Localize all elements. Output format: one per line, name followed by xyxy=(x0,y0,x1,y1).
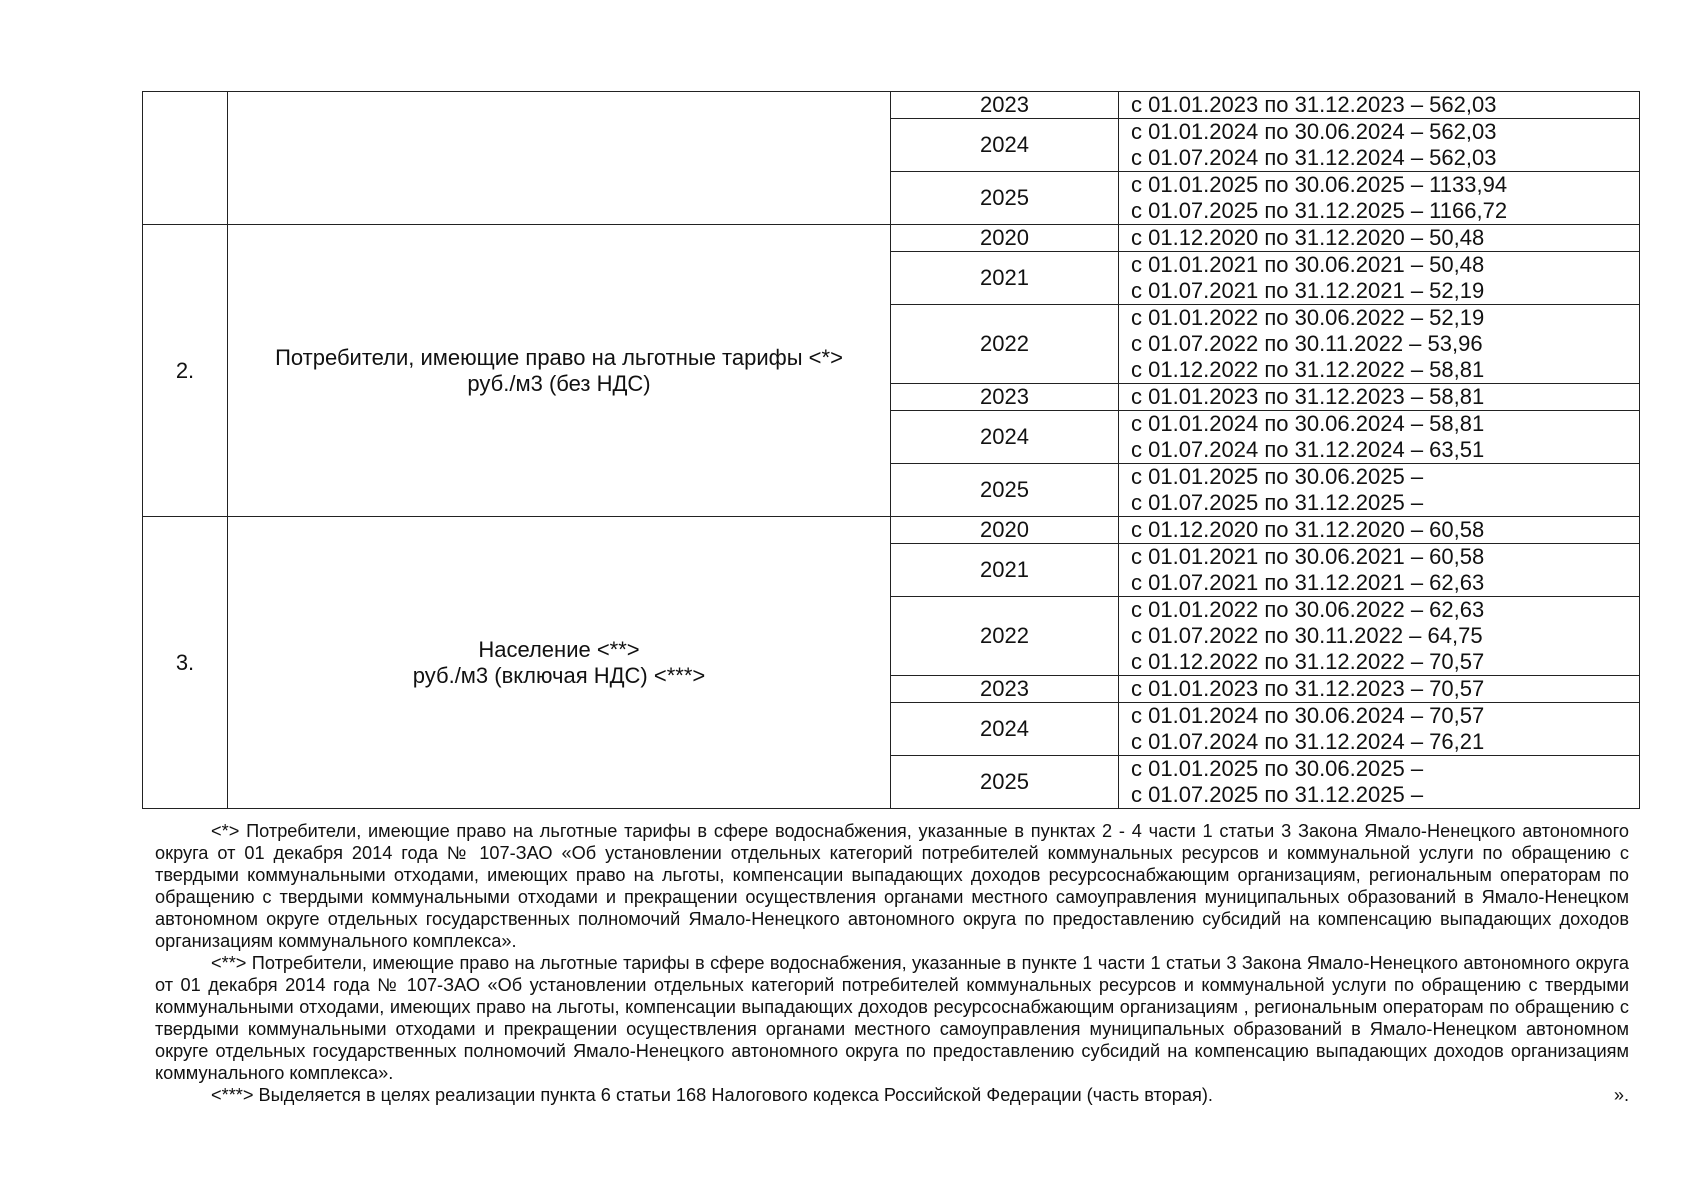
table-row xyxy=(143,225,1640,252)
tariff-period-line: с 01.01.2024 по 30.06.2024 – 70,57 xyxy=(1131,703,1485,728)
tariff-period-line: с 01.07.2021 по 31.12.2021 – 62,63 xyxy=(1131,570,1485,595)
row-number xyxy=(143,92,228,225)
tariff-period-line: с 01.01.2021 по 30.06.2021 – 60,58 xyxy=(1131,544,1485,569)
tariff-period-line: с 01.07.2025 по 31.12.2025 – xyxy=(1131,782,1424,807)
consumer-category xyxy=(228,517,891,809)
consumer-category xyxy=(228,92,891,225)
year-cell: 2020 xyxy=(891,225,1119,252)
tariff-periods-cell xyxy=(1119,676,1640,703)
footnotes xyxy=(155,820,1629,1106)
year-cell: 2020 xyxy=(891,517,1119,544)
tariff-periods-cell xyxy=(1119,252,1640,305)
tariff-periods-cell xyxy=(1119,756,1640,809)
tariff-periods-cell xyxy=(1119,92,1640,119)
tariff-period-line: с 01.12.2020 по 31.12.2020 – 50,48 xyxy=(1131,225,1485,250)
row-number: 3. xyxy=(143,517,228,809)
category-line: Потребители, имеющие право на льготные тарифы <*> xyxy=(275,344,843,370)
tariff-period-line: с 01.07.2022 по 30.11.2022 – 53,96 xyxy=(1131,331,1483,356)
tariff-period-line: с 01.07.2022 по 30.11.2022 – 64,75 xyxy=(1131,623,1483,648)
tariff-period-line: с 01.01.2025 по 30.06.2025 – xyxy=(1131,464,1424,489)
tariff-period-line: с 01.12.2022 по 31.12.2022 – 70,57 xyxy=(1131,649,1485,674)
category-line: руб./м3 (включая НДС) <***> xyxy=(412,662,706,688)
year-cell: 2025 xyxy=(891,172,1119,225)
tariff-period-line: с 01.01.2022 по 30.06.2022 – 62,63 xyxy=(1131,597,1485,622)
footnote-triple-star: <***> Выделяется в целях реализации пункта 6 статьи 168 Налогового кодекса Российской Федерации (часть вторая). xyxy=(211,1085,1213,1105)
year-cell: 2021 xyxy=(891,252,1119,305)
table-row xyxy=(143,92,1640,119)
tariff-periods-cell xyxy=(1119,597,1640,676)
tariff-period-line: с 01.07.2025 по 31.12.2025 – 1166,72 xyxy=(1131,198,1508,223)
tariff-periods-cell xyxy=(1119,172,1640,225)
year-cell: 2023 xyxy=(891,384,1119,411)
closing-quote: ». xyxy=(1613,1085,1629,1105)
tariff-period-line: с 01.12.2020 по 31.12.2020 – 60,58 xyxy=(1131,517,1485,542)
tariff-period-line: с 01.07.2024 по 31.12.2024 – 76,21 xyxy=(1131,729,1485,754)
tariff-periods-cell xyxy=(1119,225,1640,252)
tariff-period-line: с 01.01.2021 по 30.06.2021 – 50,48 xyxy=(1131,252,1485,277)
tariff-period-line: с 01.07.2024 по 31.12.2024 – 562,03 xyxy=(1131,145,1497,170)
consumer-category xyxy=(228,225,891,517)
tariff-periods-cell xyxy=(1119,464,1640,517)
row-number: 2. xyxy=(143,225,228,517)
tariff-periods-cell xyxy=(1119,384,1640,411)
year-cell: 2022 xyxy=(891,597,1119,676)
category-line: Население <**> xyxy=(478,636,640,662)
tariff-period-line: с 01.01.2023 по 31.12.2023 – 58,81 xyxy=(1131,384,1485,409)
footnote-single-star: <*> Потребители, имеющие право на льготные тарифы в сфере водоснабжения, указанные в пунктах 2 - 4 части 1 статьи 3 Закона Ямало-Ненецкого автономного округа от 01 декабря 2014 года № 107-ЗАО «Об установлении отдельных категорий потребителей коммунальных ресурсов и коммунальной услуги по обращению с твердыми коммунальными отходами, имеющих право на льготы, компенсации выпадающих доходов ресурсоснабжающим организациям, региональным операторам по обращению с твердыми коммунальными отходами и прекращении осуществления органами местного самоуправления муниципальных образований в Ямало-Ненецком автономном округе отдельных государственных полномочий Ямало-Ненецкого автономного округа по предоставлению субсидий на компенсацию выпадающих доходов организациям коммунального комплекса». xyxy=(155,821,1629,951)
year-cell: 2024 xyxy=(891,119,1119,172)
year-cell: 2024 xyxy=(891,703,1119,756)
tariff-periods-cell xyxy=(1119,517,1640,544)
footnote-triple-star-line xyxy=(155,1084,1629,1106)
tariff-period-line: с 01.01.2025 по 30.06.2025 – xyxy=(1131,756,1424,781)
year-cell: 2021 xyxy=(891,544,1119,597)
tariff-table-body xyxy=(143,92,1640,809)
year-cell: 2023 xyxy=(891,676,1119,703)
tariff-periods-cell xyxy=(1119,119,1640,172)
tariff-periods-cell xyxy=(1119,305,1640,384)
tariff-period-line: с 01.01.2024 по 30.06.2024 – 562,03 xyxy=(1131,119,1497,144)
tariff-period-line: с 01.01.2025 по 30.06.2025 – 1133,94 xyxy=(1131,172,1508,197)
tariff-table xyxy=(142,91,1640,809)
footnote-double-star: <**> Потребители, имеющие право на льготные тарифы в сфере водоснабжения, указанные в пункте 1 части 1 статьи 3 Закона Ямало-Ненецкого автономного округа от 01 декабря 2014 года № 107-ЗАО «Об установлении отдельных категорий потребителей коммунальных ресурсов и коммунальной услуги по обращению с твердыми коммунальными отходами, имеющих право на льготы, компенсации выпадающих доходов ресурсоснабжающим организациям , региональным операторам по обращению с твердыми коммунальными отходами и прекращении осуществления органами местного самоуправления муниципальных образований в Ямало-Ненецком автономном округе отдельных государственных полномочий Ямало-Ненецкого автономного округа по предоставлению субсидий на компенсацию выпадающих доходов организациям коммунального комплекса». xyxy=(155,953,1629,1083)
tariff-period-line: с 01.07.2021 по 31.12.2021 – 52,19 xyxy=(1131,278,1485,303)
tariff-period-line: с 01.01.2022 по 30.06.2022 – 52,19 xyxy=(1131,305,1485,330)
category-line: руб./м3 (без НДС) xyxy=(467,370,651,396)
tariff-period-line: с 01.07.2024 по 31.12.2024 – 63,51 xyxy=(1131,437,1485,462)
year-cell: 2024 xyxy=(891,411,1119,464)
year-cell: 2022 xyxy=(891,305,1119,384)
year-cell: 2025 xyxy=(891,464,1119,517)
tariff-periods-cell xyxy=(1119,544,1640,597)
tariff-periods-cell xyxy=(1119,411,1640,464)
tariff-period-line: с 01.01.2023 по 31.12.2023 – 70,57 xyxy=(1131,676,1485,701)
table-row xyxy=(143,517,1640,544)
tariff-period-line: с 01.01.2023 по 31.12.2023 – 562,03 xyxy=(1131,92,1497,117)
year-cell: 2025 xyxy=(891,756,1119,809)
tariff-period-line: с 01.07.2025 по 31.12.2025 – xyxy=(1131,490,1424,515)
year-cell: 2023 xyxy=(891,92,1119,119)
tariff-periods-cell xyxy=(1119,703,1640,756)
tariff-period-line: с 01.01.2024 по 30.06.2024 – 58,81 xyxy=(1131,411,1485,436)
tariff-period-line: с 01.12.2022 по 31.12.2022 – 58,81 xyxy=(1131,357,1485,382)
